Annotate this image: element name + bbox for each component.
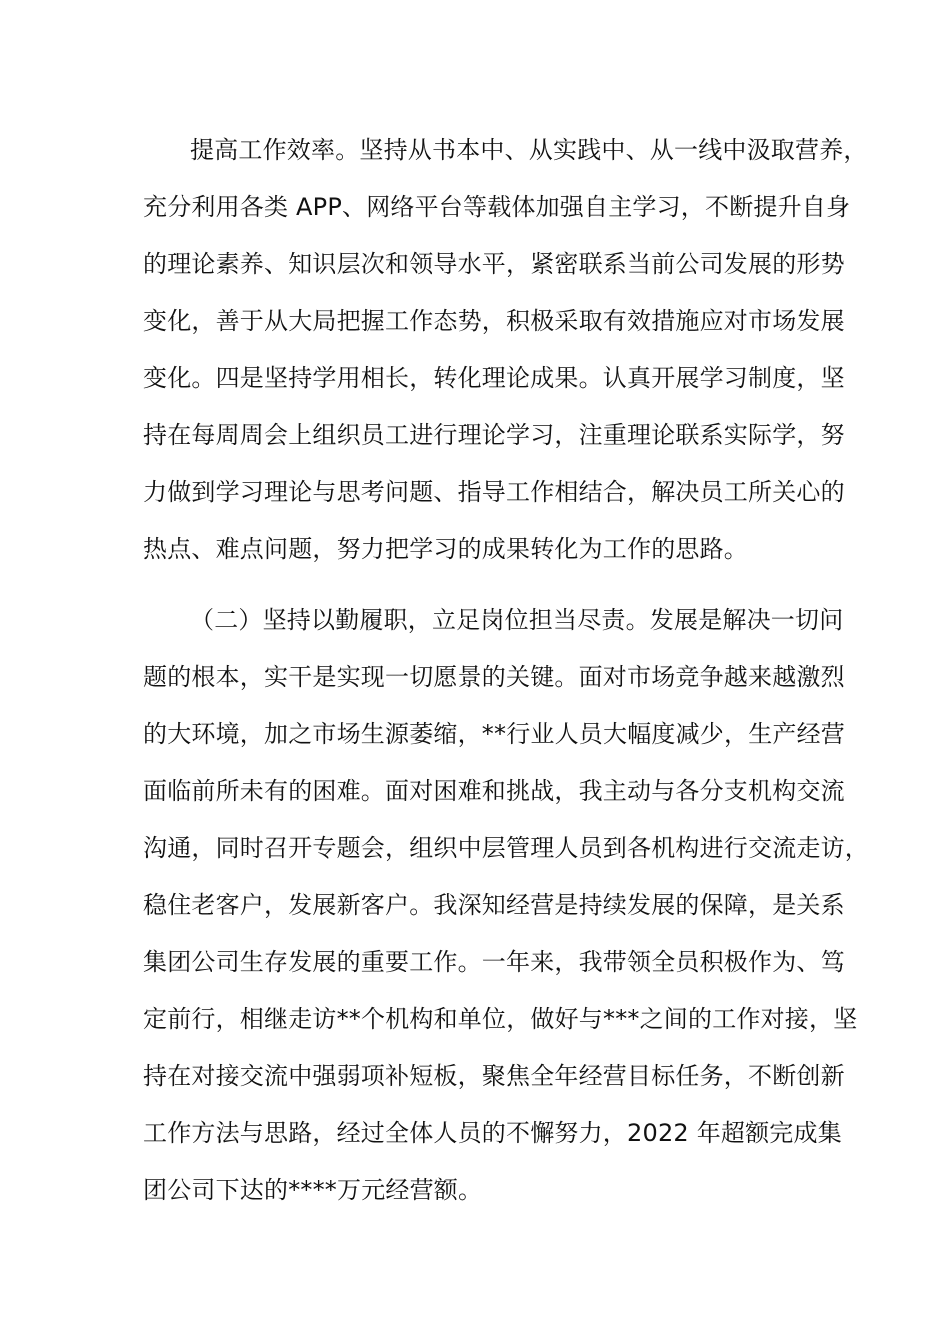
text-line: 集团公司生存发展的重要工作。一年来，我带领全员积极作为、笃 xyxy=(143,948,845,976)
text-line: 持在每周周会上组织员工进行理论学习，注重理论联系实际学，努 xyxy=(143,421,845,449)
text-line: 团公司下达的****万元经营额。 xyxy=(143,1176,483,1204)
text-line: （二）坚持以勤履职，立足岗位担当尽责。发展是解决一切问 xyxy=(190,606,844,634)
text-line: 定前行，相继走访**个机构和单位，做好与***之间的工作对接，坚 xyxy=(143,1005,858,1033)
text-line: 面临前所未有的困难。面对困难和挑战，我主动与各分支机构交流 xyxy=(143,777,845,805)
text-line: 题的根本，实干是实现一切愿景的关键。面对市场竞争越来越激烈 xyxy=(143,663,845,691)
text-line: 变化。四是坚持学用相长，转化理论成果。认真开展学习制度，坚 xyxy=(143,364,845,392)
text-line: 稳住老客户，发展新客户。我深知经营是持续发展的保障，是关系 xyxy=(143,891,845,919)
text-line: 持在对接交流中强弱项补短板，聚焦全年经营目标任务，不断创新 xyxy=(143,1062,845,1090)
text-line: 力做到学习理论与思考问题、指导工作相结合，解决员工所关心的 xyxy=(143,478,845,506)
text-line: 充分利用各类 APP、网络平台等载体加强自主学习，不断提升自身 xyxy=(143,193,851,221)
text-line: 工作方法与思路，经过全体人员的不懈努力，2022 年超额完成集 xyxy=(143,1119,842,1147)
text-line: 提高工作效率。坚持从书本中、从实践中、从一线中汲取营养， xyxy=(190,136,868,164)
text-line: 沟通，同时召开专题会，组织中层管理人员到各机构进行交流走访， xyxy=(143,834,869,862)
text-line: 变化，善于从大局把握工作态势，积极采取有效措施应对市场发展 xyxy=(143,307,845,335)
text-line: 热点、难点问题，努力把学习的成果转化为工作的思路。 xyxy=(143,535,748,563)
text-line: 的理论素养、知识层次和领导水平，紧密联系当前公司发展的形势 xyxy=(143,250,845,278)
text-line: 的大环境，加之市场生源萎缩，**行业人员大幅度减少，生产经营 xyxy=(143,720,845,748)
